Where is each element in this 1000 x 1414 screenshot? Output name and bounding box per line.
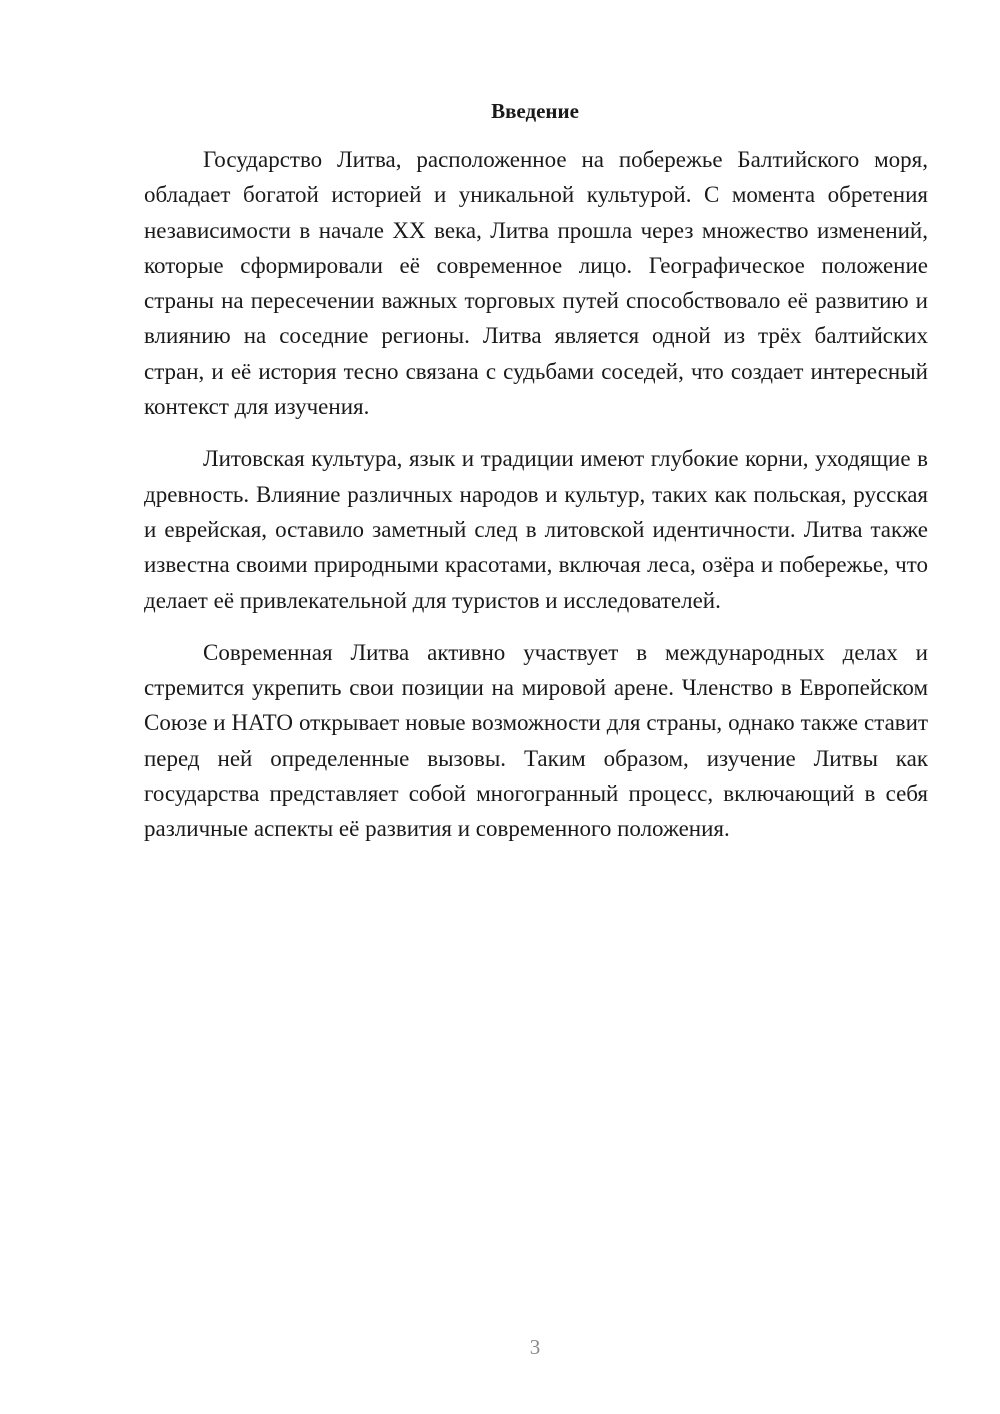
- page-number: 3: [529, 1335, 541, 1359]
- paragraph-3: Современная Литва активно участвует в международных делах и стремится укрепить свои позиции на мировой арене. Членство в Европейском Союзе и НАТО открывает новые возможности для страны, однако также ставит перед ней определенные вызовы. Таким образом, изучение Литвы как государства представляет собой многогранный процесс, включающий в себя различные аспекты её развития и современного положения.: [144, 639, 928, 842]
- paragraph-2: Литовская культура, язык и традиции имеют глубокие корни, уходящие в древность. Влияние различных народов и культур, таких как польская, русская и еврейская, оставило заметный след в литовской идентичности. Литва также известна своими природными красотами, включая леса, озёра и побережье, что делает её привлекательной для туристов и исследователей.: [144, 446, 928, 613]
- body-text: [144, 142, 928, 864]
- section-heading: Введение: [491, 99, 579, 123]
- paragraph-1: Государство Литва, расположенное на побережье Балтийского моря, обладает богатой историей и уникальной культурой. С момента обретения независимости в начале XX века, Литва прошла через множество изменений, которые сформировали её современное лицо. Географическое положение страны на пересечении важных торговых путей способствовало её развитию и влиянию на соседние регионы. Литва является одной из трёх балтийских стран, и её история тесно связана с судьбами соседей, что создает интересный контекст для изучения.: [144, 147, 928, 420]
